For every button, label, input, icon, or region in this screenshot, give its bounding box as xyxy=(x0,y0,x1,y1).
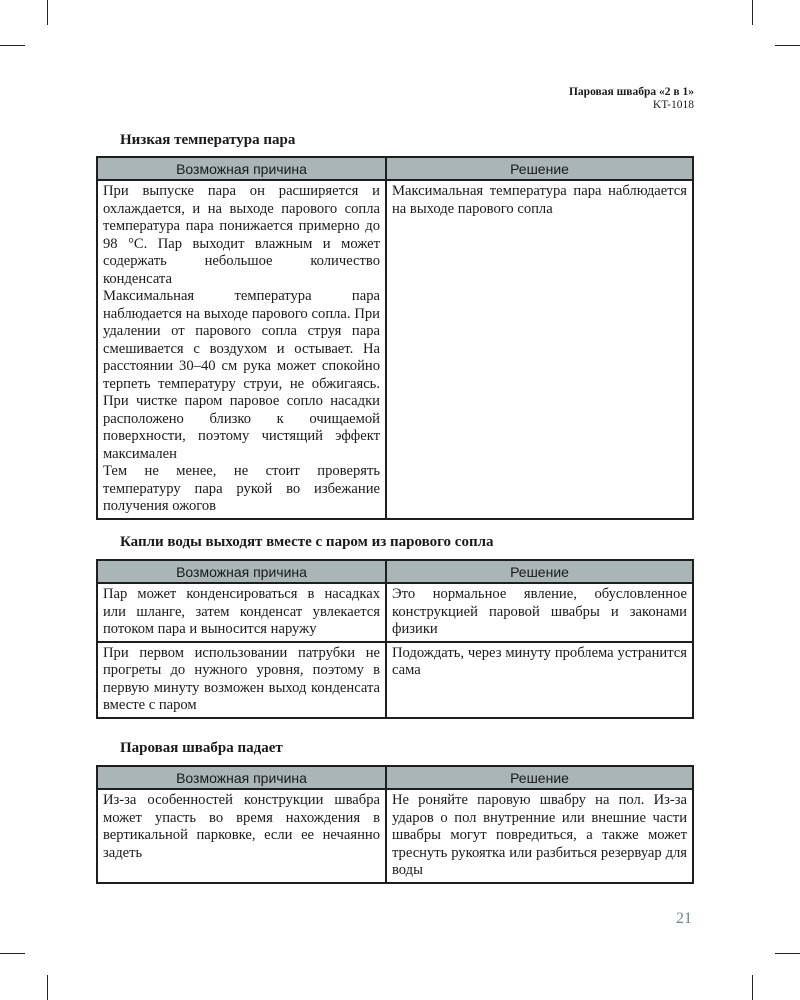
crop-mark xyxy=(0,45,25,46)
column-header-solution: Решение xyxy=(386,766,693,789)
solution-cell: Подождать, через минуту проблема устранится сама xyxy=(386,642,693,718)
solution-cell: Максимальная температура пара наблюдается на выходе парового сопла xyxy=(386,180,693,519)
section-title: Низкая температура пара xyxy=(120,132,296,148)
running-header xyxy=(569,86,694,112)
crop-mark xyxy=(47,0,48,25)
table-header-row xyxy=(97,560,693,583)
crop-mark xyxy=(47,975,48,1000)
column-header-cause: Возможная причина xyxy=(97,560,386,583)
troubleshooting-table xyxy=(96,156,694,520)
table-row xyxy=(97,180,693,519)
cause-paragraph: При первом использовании патрубки не прогреты до нужного уровня, поэтому в первую минуту возможен выход конденсата вместе с паром xyxy=(103,644,380,713)
table-row xyxy=(97,789,693,883)
solution-cell: Это нормальное явление, обусловленное конструкцией паровой швабры и законами физики xyxy=(386,583,693,642)
section-title: Капли воды выходят вместе с паром из парового сопла xyxy=(120,534,494,550)
cause-paragraph: При выпуске пара он расширяется и охлаждается, и на выходе парового сопла температура пара понижается примерно до 98 °С. Пар выходит влажным и может содержать небольшое количество конденсата xyxy=(103,183,380,287)
cause-paragraph: Из-за особенностей конструкции швабра может упасть во время нахождения в вертикальной парковке, если ее нечаянно задеть xyxy=(103,792,380,861)
table-row xyxy=(97,642,693,718)
column-header-cause: Возможная причина xyxy=(97,766,386,789)
troubleshooting-table xyxy=(96,559,694,719)
column-header-solution: Решение xyxy=(386,560,693,583)
cause-cell xyxy=(97,642,386,718)
crop-mark xyxy=(775,953,800,954)
crop-mark xyxy=(752,0,753,25)
header-model: KT-1018 xyxy=(652,99,694,111)
cause-paragraph: Пар может конденсироваться в насадках или шланге, затем конденсат увлекается потоком пара и выносится наружу xyxy=(103,586,380,637)
crop-mark xyxy=(0,953,25,954)
page-number: 21 xyxy=(676,910,692,927)
cause-paragraph: Максимальная температура пара наблюдается на выходе парового сопла. При удалении от парового сопла струя пара смешивается с воздухом и остывает. На расстоянии 30–40 см рука может спокойно терпеть температуру струи, не обжигаясь. При чистке паром паровое сопло насадки расположено близко к очищаемой поверхности, поэтому чистящий эффект максимален xyxy=(103,288,380,462)
table-header-row xyxy=(97,766,693,789)
solution-cell: Не роняйте паровую швабру на пол. Из-за ударов о пол внутренние или внешние части швабры могут повредиться, а также может треснуть рукоятка или разбиться резервуар для воды xyxy=(386,789,693,883)
column-header-cause: Возможная причина xyxy=(97,157,386,180)
troubleshooting-table xyxy=(96,765,694,884)
section-title: Паровая швабра падает xyxy=(120,740,283,756)
cause-cell xyxy=(97,180,386,519)
crop-mark xyxy=(752,975,753,1000)
cause-cell xyxy=(97,789,386,883)
cause-paragraph: Тем не менее, не стоит проверять температуру пара рукой во избежание получения ожогов xyxy=(103,463,380,514)
header-title: Паровая швабра «2 в 1» xyxy=(568,86,694,98)
crop-mark xyxy=(775,45,800,46)
table-header-row xyxy=(97,157,693,180)
table-row xyxy=(97,583,693,642)
column-header-solution: Решение xyxy=(386,157,693,180)
cause-cell xyxy=(97,583,386,642)
